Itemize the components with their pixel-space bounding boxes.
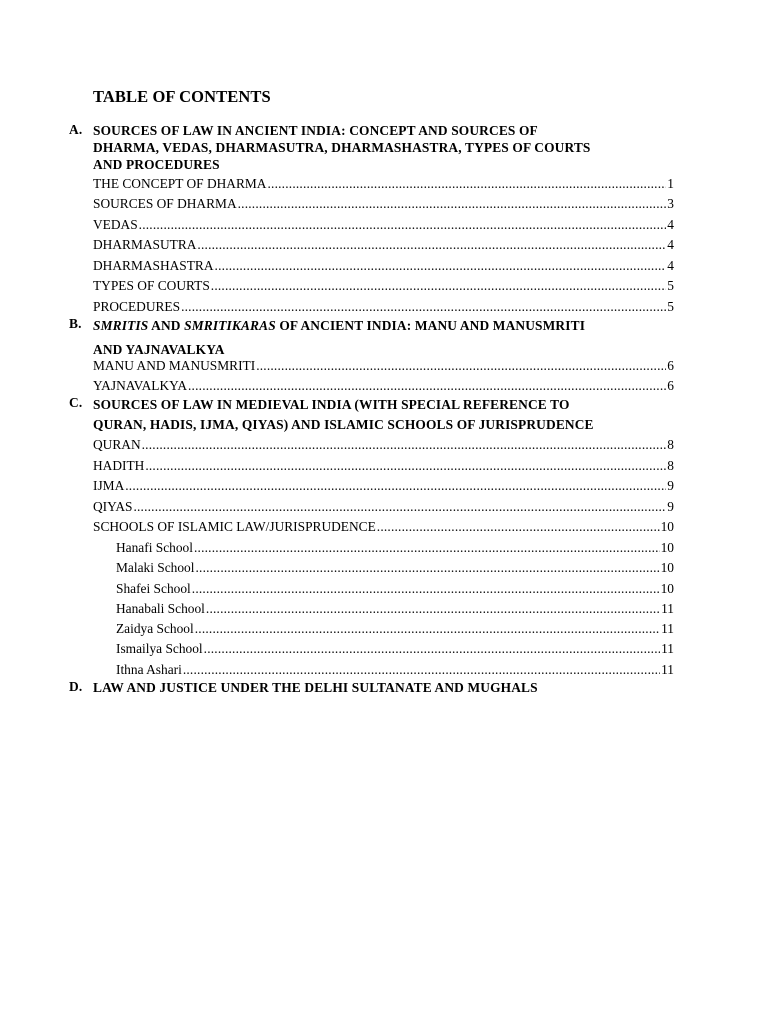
section-title-line: AND PROCEDURES (93, 157, 220, 172)
dot-leader (192, 581, 660, 597)
page-number: 8 (667, 458, 674, 473)
dot-leader (377, 519, 660, 535)
dot-leader (238, 196, 667, 212)
dot-leader (197, 237, 666, 253)
section-title-line: AND YAJNAVALKYA (93, 342, 225, 357)
page-number: 6 (667, 378, 674, 393)
dot-leader (125, 478, 666, 494)
section-letter: C. (69, 395, 83, 410)
entry-label: Ithna Ashari (116, 662, 182, 677)
page-number: 4 (667, 237, 674, 252)
page-number: 10 (660, 519, 674, 534)
entry-label: YAJNAVALKYA (93, 378, 187, 393)
section-title-line: LAW AND JUSTICE UNDER THE DELHI SULTANATE AND MUGHALS (93, 680, 538, 695)
entry-label: HADITH (93, 458, 145, 473)
page-number: 11 (661, 621, 674, 636)
section-title-line: DHARMA, VEDAS, DHARMASUTRA, DHARMASHASTRA, TYPES OF COURTS (93, 140, 591, 155)
page-number: 4 (667, 217, 674, 232)
toc-subentry[interactable] (116, 540, 674, 558)
entry-label: TYPES OF COURTS (93, 278, 210, 293)
dot-leader (139, 217, 667, 233)
toc-entry[interactable] (93, 299, 674, 317)
entry-label: THE CONCEPT OF DHARMA (93, 176, 267, 191)
dot-leader (145, 458, 666, 474)
entry-label: QURAN (93, 437, 141, 452)
toc-subentry[interactable] (116, 560, 674, 578)
toc-subentry[interactable] (116, 641, 674, 659)
section-title (93, 679, 669, 697)
section-letter: A. (69, 122, 83, 137)
page-title: TABLE OF CONTENTS (93, 87, 271, 106)
dot-leader (133, 499, 666, 515)
page-number: 11 (661, 641, 674, 656)
toc-entry[interactable] (93, 499, 674, 517)
page-number: 3 (667, 196, 674, 211)
dot-leader (188, 378, 666, 394)
page-number: 5 (667, 278, 674, 293)
section-letter: D. (69, 679, 83, 694)
toc-entry[interactable] (93, 176, 674, 194)
section-title (93, 395, 669, 435)
entry-label: Hanafi School (116, 540, 193, 555)
toc-entry[interactable] (93, 478, 674, 496)
page-number: 10 (660, 540, 674, 555)
section-title-line: SOURCES OF LAW IN ANCIENT INDIA: CONCEPT AND SOURCES OF (93, 123, 538, 138)
toc-entry[interactable] (93, 196, 674, 214)
page-number: 10 (660, 560, 674, 575)
italic-term: SMRITIKARAS (184, 318, 276, 333)
toc-subentry[interactable] (116, 601, 674, 619)
dot-leader (267, 176, 666, 192)
toc-entry[interactable] (93, 217, 674, 235)
toc-subentry[interactable] (116, 621, 674, 639)
toc-subentry[interactable] (116, 662, 674, 680)
dot-leader (204, 641, 660, 657)
page-number: 8 (667, 437, 674, 452)
page-number: 11 (661, 601, 674, 616)
entry-label: SOURCES OF DHARMA (93, 196, 237, 211)
dot-leader (183, 662, 660, 678)
page-number: 10 (660, 581, 674, 596)
section-title-line: SOURCES OF LAW IN MEDIEVAL INDIA (WITH SPECIAL REFERENCE TO (93, 397, 570, 412)
dot-leader (206, 601, 660, 617)
toc-entry[interactable] (93, 358, 674, 376)
section-letter: B. (69, 316, 82, 331)
toc-subentry[interactable] (116, 581, 674, 599)
entry-label: DHARMASUTRA (93, 237, 197, 252)
entry-label: QIYAS (93, 499, 133, 514)
entry-label: Zaidya School (116, 621, 194, 636)
entry-label: Ismailya School (116, 641, 203, 656)
toc-entry[interactable] (93, 519, 674, 537)
heading-text: AND (148, 318, 185, 333)
toc-entry[interactable] (93, 437, 674, 455)
dot-leader (181, 299, 666, 315)
heading-text: OF ANCIENT INDIA: MANU AND MANUSMRITI (275, 318, 586, 333)
entry-label: Hanabali School (116, 601, 205, 616)
page-number: 11 (661, 662, 674, 677)
entry-label: SCHOOLS OF ISLAMIC LAW/JURISPRUDENCE (93, 519, 376, 534)
section-title (93, 316, 669, 360)
page-number: 5 (667, 299, 674, 314)
entry-label: DHARMASHASTRA (93, 258, 214, 273)
entry-label: Shafei School (116, 581, 191, 596)
toc-entry[interactable] (93, 278, 674, 296)
toc-entry[interactable] (93, 258, 674, 276)
page-number: 4 (667, 258, 674, 273)
entry-label: IJMA (93, 478, 125, 493)
page-number: 6 (667, 358, 674, 373)
italic-term: SMRITIS (93, 318, 149, 333)
dot-leader (194, 540, 660, 556)
page-number: 9 (667, 478, 674, 493)
entry-label: Malaki School (116, 560, 195, 575)
toc-entry[interactable] (93, 237, 674, 255)
page-number: 1 (667, 176, 674, 191)
section-title (93, 122, 669, 173)
entry-label: PROCEDURES (93, 299, 181, 314)
dot-leader (211, 278, 667, 294)
entry-label: MANU AND MANUSMRITI (93, 358, 256, 373)
dot-leader (195, 621, 660, 637)
page-number: 9 (667, 499, 674, 514)
entry-label: VEDAS (93, 217, 138, 232)
section-title-line: QURAN, HADIS, IJMA, QIYAS) AND ISLAMIC SCHOOLS OF JURISPRUDENCE (93, 417, 594, 432)
dot-leader (256, 358, 666, 374)
dot-leader (215, 258, 667, 274)
section-title-line (93, 316, 669, 336)
toc-entry[interactable] (93, 458, 674, 476)
dot-leader (142, 437, 667, 453)
dot-leader (195, 560, 659, 576)
toc-entry[interactable] (93, 378, 674, 396)
